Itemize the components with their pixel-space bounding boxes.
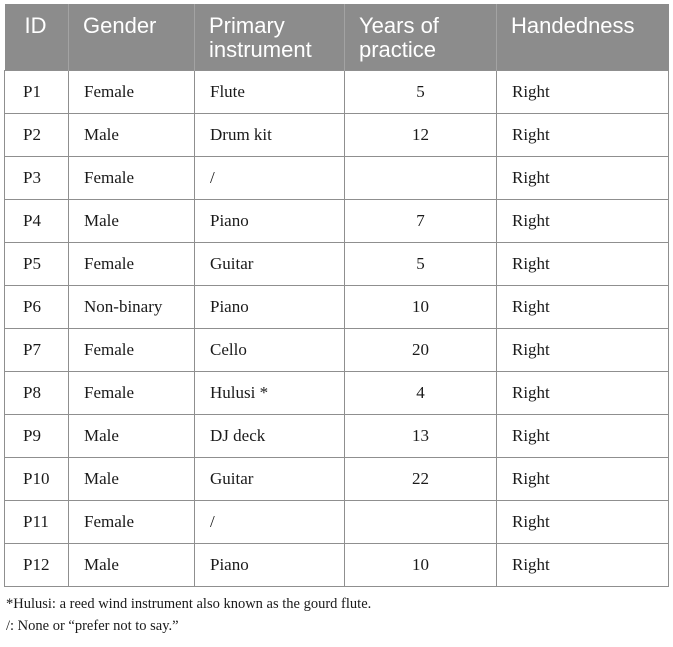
cell-handedness: Right bbox=[497, 501, 669, 544]
cell-handedness: Right bbox=[497, 200, 669, 243]
cell-handedness: Right bbox=[497, 458, 669, 501]
cell-primary-instrument: DJ deck bbox=[195, 415, 345, 458]
cell-handedness: Right bbox=[497, 415, 669, 458]
cell-primary-instrument: Flute bbox=[195, 71, 345, 114]
cell-primary-instrument: Hulusi * bbox=[195, 372, 345, 415]
cell-id: P1 bbox=[5, 71, 69, 114]
header-id: ID bbox=[5, 4, 69, 71]
table-row bbox=[5, 286, 669, 329]
table-row bbox=[5, 415, 669, 458]
cell-gender: Female bbox=[69, 243, 195, 286]
cell-primary-instrument: Guitar bbox=[195, 243, 345, 286]
cell-handedness: Right bbox=[497, 544, 669, 587]
cell-handedness: Right bbox=[497, 286, 669, 329]
table-row bbox=[5, 243, 669, 286]
cell-primary-instrument: / bbox=[195, 501, 345, 544]
cell-years-of-practice: 20 bbox=[345, 329, 497, 372]
cell-id: P11 bbox=[5, 501, 69, 544]
cell-primary-instrument: Drum kit bbox=[195, 114, 345, 157]
header-row bbox=[5, 4, 669, 71]
table-row bbox=[5, 157, 669, 200]
cell-id: P9 bbox=[5, 415, 69, 458]
table-row bbox=[5, 200, 669, 243]
table-row bbox=[5, 544, 669, 587]
cell-gender: Male bbox=[69, 200, 195, 243]
cell-years-of-practice: 22 bbox=[345, 458, 497, 501]
cell-years-of-practice: 7 bbox=[345, 200, 497, 243]
table-body bbox=[5, 71, 669, 587]
cell-gender: Female bbox=[69, 501, 195, 544]
cell-years-of-practice: 12 bbox=[345, 114, 497, 157]
table-row bbox=[5, 71, 669, 114]
cell-years-of-practice bbox=[345, 501, 497, 544]
cell-handedness: Right bbox=[497, 243, 669, 286]
cell-years-of-practice: 4 bbox=[345, 372, 497, 415]
cell-years-of-practice: 10 bbox=[345, 544, 497, 587]
cell-years-of-practice: 13 bbox=[345, 415, 497, 458]
cell-handedness: Right bbox=[497, 71, 669, 114]
footnote: /: None or “prefer not to say.” bbox=[6, 618, 179, 634]
cell-id: P10 bbox=[5, 458, 69, 501]
cell-gender: Female bbox=[69, 372, 195, 415]
footnote: *Hulusi: a reed wind instrument also known as the gourd flute. bbox=[6, 596, 372, 612]
cell-primary-instrument: Piano bbox=[195, 544, 345, 587]
cell-primary-instrument: Cello bbox=[195, 329, 345, 372]
cell-gender: Male bbox=[69, 544, 195, 587]
table-row bbox=[5, 501, 669, 544]
cell-id: P8 bbox=[5, 372, 69, 415]
cell-id: P6 bbox=[5, 286, 69, 329]
participants-table bbox=[4, 4, 669, 587]
header-years-of-practice: Years of practice bbox=[345, 4, 497, 71]
cell-gender: Non-binary bbox=[69, 286, 195, 329]
cell-gender: Female bbox=[69, 71, 195, 114]
cell-primary-instrument: / bbox=[195, 157, 345, 200]
table-row bbox=[5, 329, 669, 372]
header-gender: Gender bbox=[69, 4, 195, 71]
cell-id: P4 bbox=[5, 200, 69, 243]
table-row bbox=[5, 114, 669, 157]
cell-id: P3 bbox=[5, 157, 69, 200]
cell-id: P2 bbox=[5, 114, 69, 157]
cell-years-of-practice: 5 bbox=[345, 71, 497, 114]
cell-primary-instrument: Guitar bbox=[195, 458, 345, 501]
table-row bbox=[5, 372, 669, 415]
cell-gender: Female bbox=[69, 157, 195, 200]
cell-primary-instrument: Piano bbox=[195, 286, 345, 329]
cell-years-of-practice: 10 bbox=[345, 286, 497, 329]
header-handedness: Handedness bbox=[497, 4, 669, 71]
cell-gender: Female bbox=[69, 329, 195, 372]
cell-years-of-practice bbox=[345, 157, 497, 200]
table-footnotes bbox=[4, 593, 668, 637]
header-primary-instrument: Primary instrument bbox=[195, 4, 345, 71]
cell-gender: Male bbox=[69, 415, 195, 458]
cell-handedness: Right bbox=[497, 329, 669, 372]
cell-gender: Male bbox=[69, 458, 195, 501]
cell-handedness: Right bbox=[497, 157, 669, 200]
cell-id: P5 bbox=[5, 243, 69, 286]
cell-handedness: Right bbox=[497, 372, 669, 415]
table-header bbox=[5, 4, 669, 71]
cell-handedness: Right bbox=[497, 114, 669, 157]
cell-years-of-practice: 5 bbox=[345, 243, 497, 286]
cell-id: P12 bbox=[5, 544, 69, 587]
cell-id: P7 bbox=[5, 329, 69, 372]
participants-table-container bbox=[4, 4, 668, 637]
table-row bbox=[5, 458, 669, 501]
cell-primary-instrument: Piano bbox=[195, 200, 345, 243]
cell-gender: Male bbox=[69, 114, 195, 157]
